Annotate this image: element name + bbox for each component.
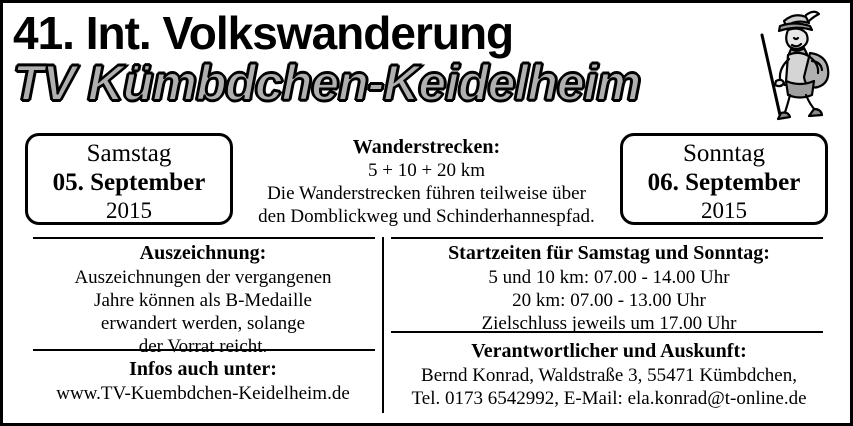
routes-distances: 5 + 10 + 20 km (368, 160, 485, 181)
award-line-1: Auszeichnungen der vergangenen (74, 267, 332, 288)
sunday-year-label: 2015 (701, 198, 747, 223)
dates-and-routes-band (3, 125, 850, 235)
divider-top-left (33, 237, 375, 239)
award-block (23, 241, 383, 358)
contact-title: Verantwortlicher und Auskunft: (471, 340, 747, 362)
info-title: Infos auch unter: (129, 358, 277, 380)
award-line-4: der Vorrat reicht. (138, 336, 268, 357)
date-box-sunday (620, 133, 828, 225)
sunday-date-label: 06. September (647, 169, 801, 196)
start-times-line-1: 5 und 10 km: 07.00 - 14.00 Uhr (488, 267, 730, 288)
info-website[interactable]: www.TV-Kuembdchen-Keidelheim.de (56, 383, 350, 404)
award-title: Auszeichnung: (139, 242, 267, 264)
contact-line-2[interactable]: Tel. 0173 6542992, E-Mail: ela.konrad@t-online.de (411, 388, 807, 409)
routes-description-line2: den Domblickweg und Schinderhannespfad. (258, 206, 595, 227)
start-times-block (389, 241, 829, 335)
award-line-3: erwandert werden, solange (100, 313, 306, 334)
saturday-date-label: 05. September (52, 169, 206, 196)
start-times-line-3: Zielschluss jeweils um 17.00 Uhr (481, 313, 737, 334)
routes-block (241, 135, 612, 228)
date-box-saturday (25, 133, 233, 225)
contact-line-1: Bernd Konrad, Waldstraße 3, 55471 Kümbdchen, (421, 365, 797, 386)
page-title: 41. Int. Volkswanderung (13, 7, 514, 59)
routes-description-line1: Die Wanderstrecken führen teilweise über (267, 183, 586, 204)
saturday-year-label: 2015 (106, 198, 152, 223)
saturday-day-label: Samstag (86, 140, 172, 167)
details-section (3, 235, 850, 417)
divider-top-right (391, 237, 823, 239)
club-name-title: TV Kümbdchen-Keidelheim (13, 55, 641, 111)
award-line-2: Jahre können als B-Medaille (94, 290, 312, 311)
sunday-day-label: Sonntag (683, 140, 765, 167)
start-times-line-2: 20 km: 07.00 - 13.00 Uhr (512, 290, 706, 311)
start-times-title: Startzeiten für Samstag und Sonntag: (448, 242, 770, 264)
hiker-with-backpack-icon (732, 5, 842, 123)
info-block (23, 357, 383, 405)
routes-title: Wanderstrecken: (352, 136, 501, 158)
poster-header (3, 3, 850, 125)
contact-block (389, 339, 829, 410)
